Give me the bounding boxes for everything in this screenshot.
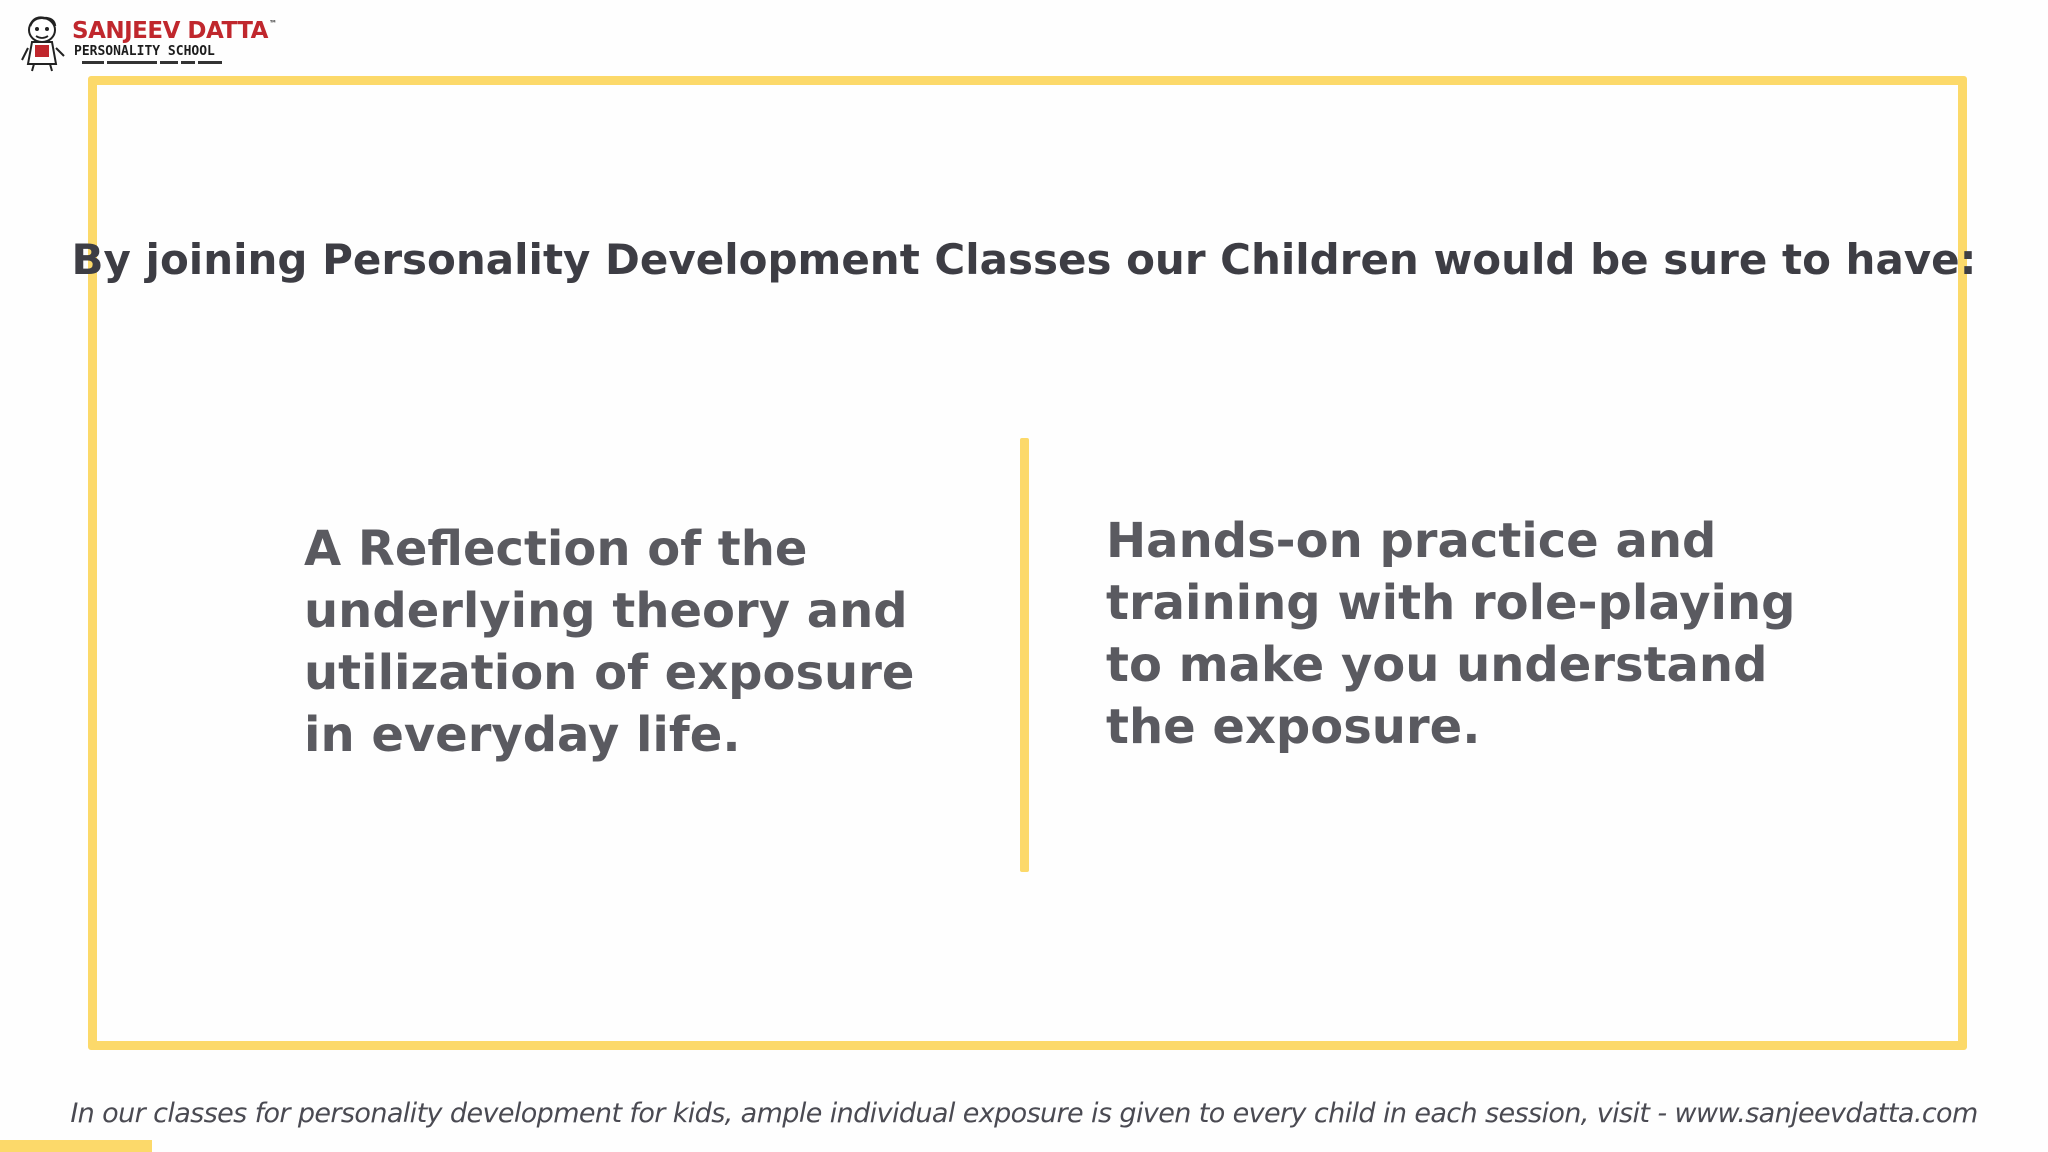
slide-headline: By joining Personality Development Classes our Children would be sure to have:	[71, 235, 1977, 284]
logo-brand-name: SANJEEV DATTA	[72, 18, 268, 44]
footer-caption: In our classes for personality development for kids, ample individual exposure is given to every child in each session, visit - www.sanjeevdatta.com	[70, 1098, 1978, 1129]
cartoon-student-icon	[20, 14, 72, 72]
trademark-symbol: ™	[268, 19, 277, 28]
right-point-text: Hands-on practice and training with role-playing to make you understand the exposure.	[1106, 513, 1796, 755]
left-point-text: A Reflection of the underlying theory and utilization of exposure in everyday life.	[304, 521, 915, 763]
footer-accent-bar	[0, 1140, 152, 1152]
logo-tagline	[82, 60, 237, 65]
column-divider	[1020, 438, 1029, 872]
logo-school-name: PERSONALITY SCHOOL	[74, 44, 215, 59]
brand-logo	[20, 14, 277, 74]
